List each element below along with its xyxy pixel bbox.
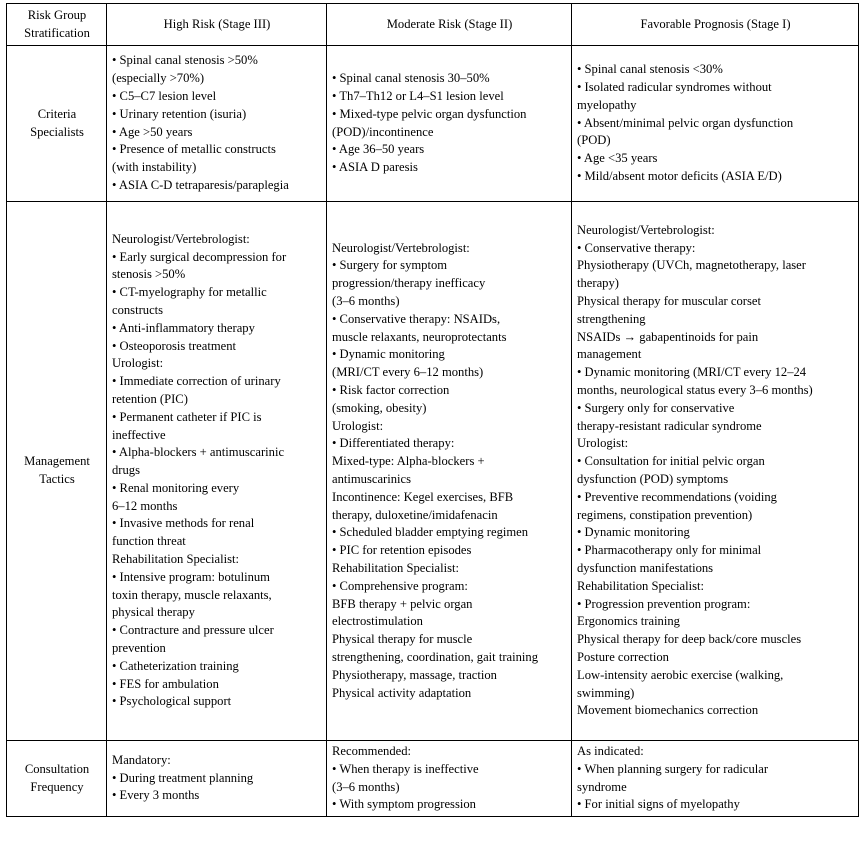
list-item: Rehabilitation Specialist: [332, 560, 459, 575]
list-item: Rehabilitation Specialist: [112, 552, 239, 567]
favorable-prognosis-cell [572, 741, 859, 817]
management-tactics-row [7, 202, 859, 741]
list-item: • Alpha-blockers + antimuscarinic drugs [112, 445, 285, 478]
list-item: • Urinary retention (isuria) [112, 106, 247, 121]
list-item: Physiotherapy (UVCh, magnetotherapy, laser therapy) [577, 258, 806, 291]
list-item: • Pharmacotherapy only for minimal dysfunction manifestations [577, 543, 762, 575]
list-item: • Risk factor correction (smoking, obesity) [332, 383, 450, 415]
list-item: • Age <35 years [577, 151, 658, 166]
list-item: • ASIA D paresis [332, 160, 418, 175]
list-item: • Preventive recommendations (voiding regimens, constipation prevention) [577, 489, 777, 522]
criteria-specialists-row [7, 46, 859, 202]
list-item: • Comprehensive program: [332, 578, 468, 593]
list-item: • Dynamic monitoring [577, 525, 690, 540]
list-item: Urologist: [332, 418, 384, 433]
row-label-text: Management Tactics [24, 454, 90, 486]
list-item: • Surgery for symptom progression/therapy inefficacy (3–6 months) [332, 258, 486, 309]
risk-stratification-table [6, 3, 859, 817]
list-item: • FES for ambulation [112, 676, 219, 691]
list-item: • Renal monitoring every 6–12 months [112, 480, 240, 513]
list-item: • For initial signs of myelopathy [577, 797, 740, 812]
list-item: • When planning surgery for radicular syndrome [577, 761, 769, 794]
list-item: Physical therapy for muscular corset strengthening [577, 294, 761, 326]
row-label [7, 202, 107, 741]
list-item: Urologist: [112, 356, 164, 371]
list-item: • Conservative therapy: [577, 240, 696, 255]
list-item: • Isolated radicular syndromes without myelopathy [577, 80, 772, 112]
list-item: Recommended: [332, 744, 412, 758]
list-item: Neurologist/Vertebrologist: [332, 240, 470, 255]
list-item: • Spinal canal stenosis <30% [577, 62, 723, 77]
list-item: Neurologist/Vertebrologist: [577, 222, 715, 237]
moderate-risk-cell [327, 741, 572, 817]
list-item: Movement biomechanics correction [577, 703, 759, 718]
high-risk-cell [107, 741, 327, 817]
list-item: • PIC for retention episodes [332, 543, 472, 558]
list-item: • Differentiated therapy: [332, 436, 455, 451]
list-item: • Scheduled bladder emptying regimen [332, 525, 529, 540]
header-high-risk: High Risk (Stage III) [107, 4, 327, 46]
list-item: Low-intensity aerobic exercise (walking, swimming) [577, 667, 784, 700]
list-item: Mixed-type: Alpha-blockers + antimuscarinics [332, 454, 485, 486]
list-item: • Th7–Th12 or L4–S1 lesion level [332, 88, 504, 103]
list-item: BFB therapy + pelvic organ electrostimulation [332, 596, 473, 629]
list-item: • Mixed-type pelvic organ dysfunction (POD)/incontinence [332, 106, 527, 139]
list-item: • Progression prevention program: [577, 596, 751, 611]
list-item: • C5–C7 lesion level [112, 88, 217, 103]
list-item: • Conservative therapy: NSAIDs, muscle relaxants, neuroprotectants [332, 311, 507, 344]
list-item: • Anti-inflammatory therapy [112, 320, 255, 335]
list-item: Urologist: [577, 436, 629, 451]
list-item: • Invasive methods for renal function threat [112, 516, 255, 549]
list-item: • When therapy is ineffective (3–6 months) [332, 761, 479, 794]
row-label-text: Criteria Specialists [30, 106, 84, 139]
list-item: • Spinal canal stenosis >50% (especially >70%) [112, 53, 258, 86]
list-item: Posture correction [577, 649, 669, 664]
list-item: • Dynamic monitoring (MRI/CT every 6–12 months) [332, 347, 484, 380]
list-item: • Presence of metallic constructs (with instability) [112, 142, 276, 175]
row-label [7, 46, 107, 202]
consultation-frequency-row [7, 741, 859, 817]
list-item: • Catheterization training [112, 658, 239, 673]
list-item: As indicated: [577, 744, 644, 758]
list-item: • Contracture and pressure ulcer prevention [112, 623, 274, 656]
list-item: • With symptom progression [332, 797, 476, 812]
list-item: • Dynamic monitoring (MRI/CT every 12–24 months, neurological status every 3–6 months) [577, 365, 813, 398]
list-item: Physical activity adaptation [332, 685, 472, 700]
high-risk-cell [107, 46, 327, 202]
list-item: • Mild/absent motor deficits (ASIA E/D) [577, 168, 782, 183]
favorable-prognosis-cell [572, 202, 859, 741]
list-item: Physical therapy for deep back/core muscles [577, 632, 802, 647]
header-favorable-prognosis: Favorable Prognosis (Stage I) [572, 4, 859, 46]
list-item: • Osteoporosis treatment [112, 338, 237, 353]
row-label-text: Consultation Frequency [24, 761, 90, 794]
list-item: Mandatory: [112, 752, 171, 767]
list-item: Ergonomics training [577, 614, 680, 629]
list-item: • Every 3 months [112, 788, 200, 803]
list-item: Physiotherapy, massage, traction [332, 667, 497, 682]
moderate-risk-cell [327, 202, 572, 741]
list-item: Physical therapy for muscle strengthening, coordination, gait training [332, 632, 539, 664]
list-item: • Absent/minimal pelvic organ dysfunction (POD) [577, 115, 794, 148]
favorable-prognosis-cell [572, 46, 859, 202]
list-item: • Age >50 years [112, 124, 193, 139]
header-row [7, 4, 859, 46]
list-item: Rehabilitation Specialist: [577, 578, 704, 593]
list-item: • Immediate correction of urinary retention (PIC) [112, 374, 281, 406]
list-item: • Early surgical decompression for stenosis >50% [112, 249, 287, 282]
list-item: • Permanent catheter if PIC is ineffective [112, 409, 262, 442]
list-item: • Age 36–50 years [332, 142, 425, 157]
list-item: • ASIA C-D tetraparesis/paraplegia [112, 177, 289, 192]
list-item: • Surgery only for conservative therapy-resistant radicular syndrome [577, 400, 762, 433]
header-risk-group: Risk Group Stratification [7, 4, 107, 46]
row-label [7, 741, 107, 817]
list-item: • CT-myelography for metallic constructs [112, 285, 267, 317]
list-item: • During treatment planning [112, 770, 254, 785]
list-item: • Psychological support [112, 694, 232, 709]
list-item: • Consultation for initial pelvic organ dysfunction (POD) symptoms [577, 454, 765, 486]
list-item: Neurologist/Vertebrologist: [112, 231, 250, 246]
high-risk-cell [107, 202, 327, 741]
list-item: • Spinal canal stenosis 30–50% [332, 71, 490, 86]
header-moderate-risk: Moderate Risk (Stage II) [327, 4, 572, 46]
list-item: Incontinence: Kegel exercises, BFB therapy, duloxetine/imidafenacin [332, 489, 514, 522]
list-item: • Intensive program: botulinum toxin therapy, muscle relaxants, physical therapy [112, 569, 272, 620]
moderate-risk-cell [327, 46, 572, 202]
list-item: NSAIDs → gabapentinoids for pain management [577, 329, 759, 362]
